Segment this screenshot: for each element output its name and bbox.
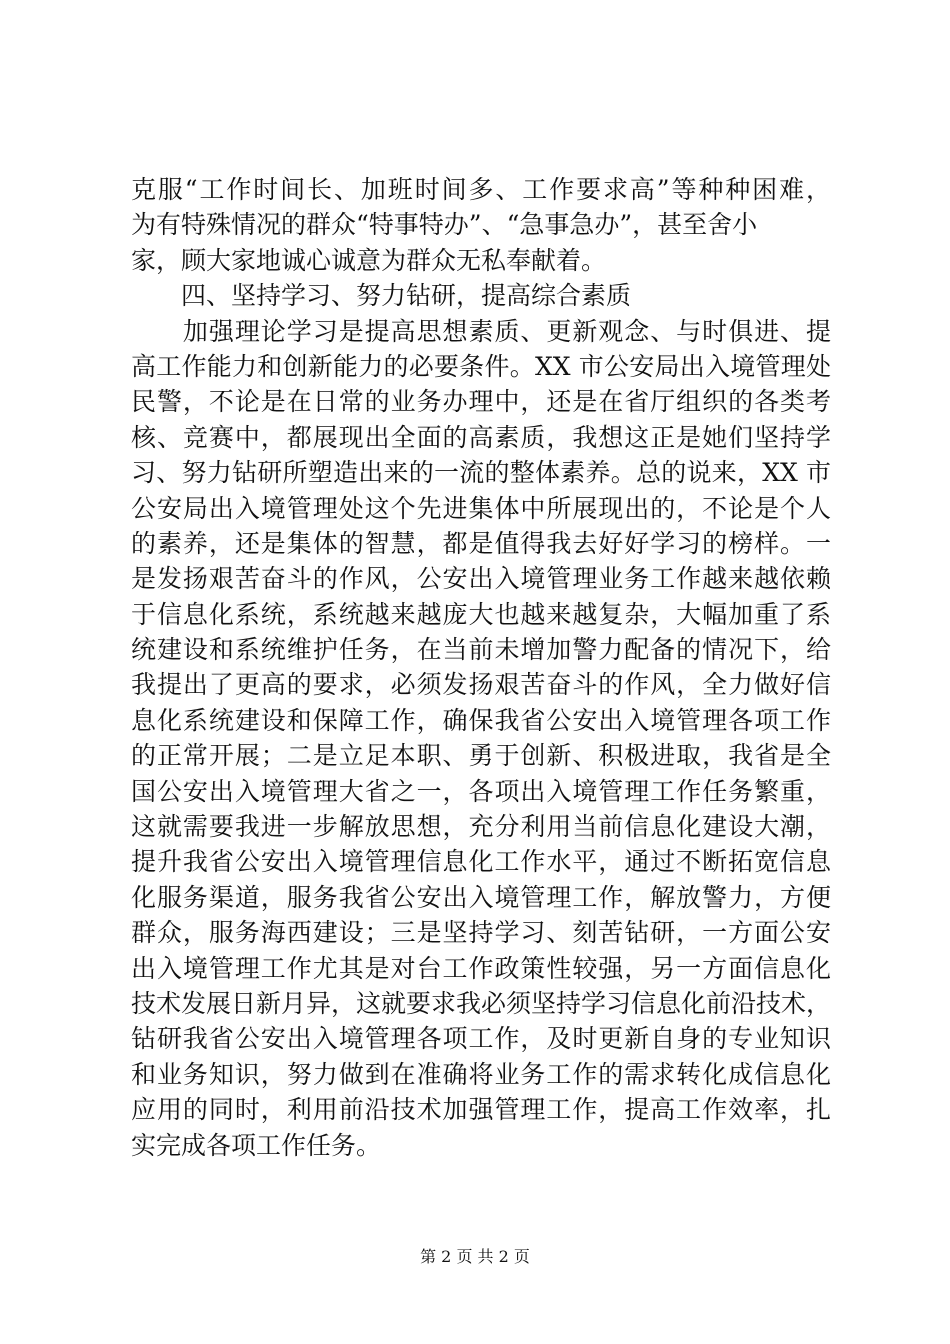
body-line: 提升我省公安出入境管理信息化工作水平，通过不断拓宽信息	[131, 847, 831, 877]
body-line: 统建设和系统维护任务，在当前未增加警力配备的情况下，给	[131, 635, 831, 665]
body-line: 这就需要我进一步解放思想，充分利用当前信息化建设大潮，	[131, 812, 831, 842]
section-heading: 四、坚持学习、努力钻研，提高综合素质	[131, 281, 632, 311]
body-line: 息化系统建设和保障工作，确保我省公安出入境管理各项工作	[131, 705, 831, 735]
body-line: 技术发展日新月异，这就要求我必须坚持学习信息化前沿技术，	[131, 988, 832, 1018]
body-line: 的正常开展；二是立足本职、勇于创新、积极进取，我省是全	[131, 741, 831, 771]
body-line: 我提出了更高的要求，必须发扬艰苦奋斗的作风，全力做好信	[131, 670, 831, 700]
body-line: 于信息化系统，系统越来越庞大也越来越复杂，大幅加重了系	[131, 599, 831, 629]
body-line: 的素养，还是集体的智慧，都是值得我去好好学习的榜样。一	[131, 528, 831, 558]
body-line: 国公安出入境管理大省之一，各项出入境管理工作任务繁重，	[131, 776, 831, 806]
body-line: 是发扬艰苦奋斗的作风，公安出入境管理业务工作越来越依赖	[131, 564, 831, 594]
body-line: 克服“工作时间长、加班时间多、工作要求高”等种种困难，	[131, 175, 831, 204]
body-line: 民警，不论是在日常的业务办理中，还是在省厅组织的各类考	[131, 387, 831, 417]
body-line: 群众，服务海西建设；三是坚持学习、刻苦钻研，一方面公安	[131, 918, 831, 948]
body-text	[131, 172, 831, 1163]
body-line: 出入境管理工作尤其是对台工作政策性较强，另一方面信息化	[131, 953, 831, 983]
body-line: 实完成各项工作任务。	[131, 1130, 382, 1160]
body-line: 为有特殊情况的群众“特事特办”、“急事急办”，甚至舍小	[131, 210, 758, 240]
body-line: 习、努力钻研所塑造出来的一流的整体素养。总的说来，XX 市	[131, 458, 831, 488]
page-number-footer: 第 2 页 共 2 页	[420, 1247, 530, 1266]
body-line: 公安局出入境管理处这个先进集体中所展现出的，不论是个人	[131, 493, 831, 523]
body-line: 和业务知识，努力做到在准确将业务工作的需求转化成信息化	[131, 1059, 831, 1089]
body-line: 应用的同时，利用前沿技术加强管理工作，提高工作效率，扎	[131, 1095, 831, 1125]
body-line: 家，顾大家地诚心诚意为群众无私奉献着。	[131, 245, 607, 275]
body-line: 核、竞赛中，都展现出全面的高素质，我想这正是她们坚持学	[131, 422, 831, 452]
body-line: 加强理论学习是提高思想素质、更新观念、与时俱进、提	[131, 316, 831, 346]
body-line: 高工作能力和创新能力的必要条件。XX 市公安局出入境管理处	[131, 351, 831, 381]
body-line: 钻研我省公安出入境管理各项工作，及时更新自身的专业知识	[131, 1024, 831, 1054]
body-line: 化服务渠道，服务我省公安出入境管理工作，解放警力，方便	[131, 882, 831, 912]
